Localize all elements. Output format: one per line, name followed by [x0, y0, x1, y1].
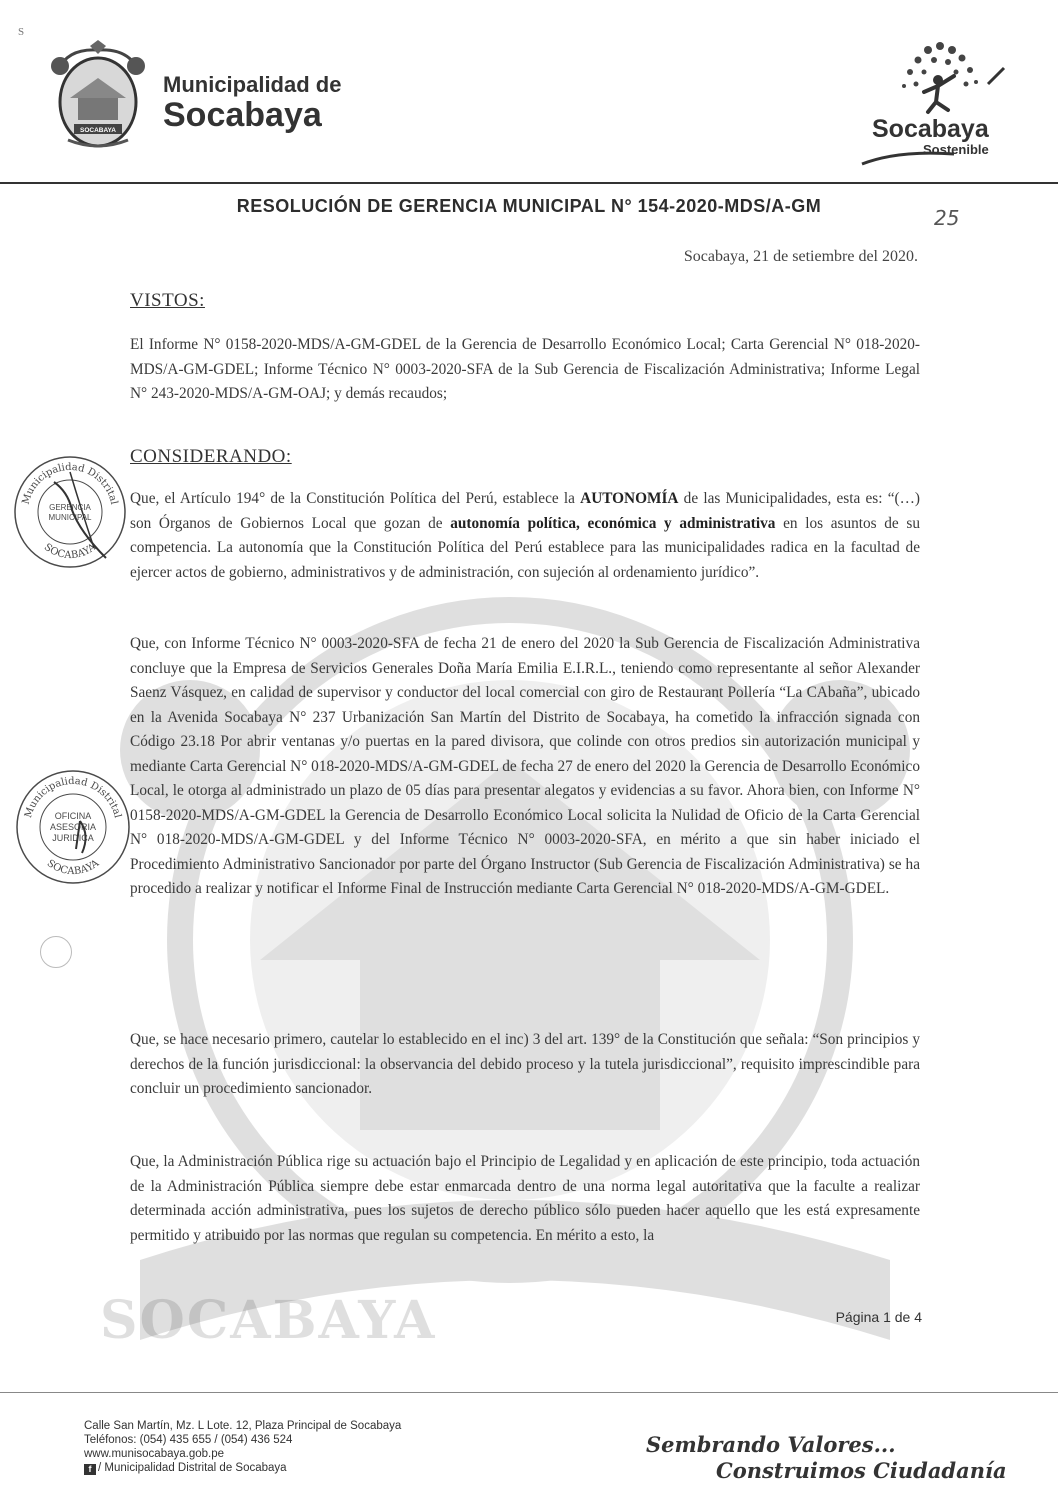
p1-text-1: Que, el Artículo 194° de la Constitución Política del Perú, establece la	[130, 490, 581, 507]
page-number: Página 1 de 4	[835, 1309, 922, 1325]
seal-banner-text: SOCABAYA	[79, 127, 117, 134]
p1-text-3: en los asuntos de su competencia. La autonomía que la Constitución Política del Perú establece para las municipalidades radica en la facultad de ejercer actos de gobierno, administrativos y de administración, con sujeción al ordenamiento jurídico”.	[130, 514, 921, 581]
watermark-text: SOCABAYA	[100, 1290, 437, 1351]
brand-tagline: Sostenible	[923, 142, 989, 157]
corner-mark: S	[18, 26, 25, 38]
resolution-title: RESOLUCIÓN DE GERENCIA MUNICIPAL N° 154-2020-MDS/A-GM	[236, 196, 822, 216]
brand-name: Socabaya	[872, 115, 989, 143]
slogan-line1: Sembrando Valores...	[646, 1432, 896, 1457]
stamp1-line2: MUNICIPAL	[48, 513, 92, 522]
vistos-heading: VISTOS:	[130, 290, 205, 311]
footer-divider	[0, 1392, 1058, 1393]
stamp1-line1: GERENCIA	[49, 503, 91, 512]
considerando-heading: CONSIDERANDO:	[130, 446, 292, 467]
footer-website: www.munisocabaya.gob.pe	[84, 1448, 224, 1460]
header-divider	[0, 182, 1058, 184]
footer-facebook-row	[84, 1461, 401, 1475]
stamp2-line1: OFICINA	[54, 811, 92, 821]
footer-facebook: / Municipalidad Distrital de Socabaya	[98, 1462, 287, 1474]
municipality-name	[163, 74, 341, 132]
considerando-paragraph-1	[130, 487, 920, 585]
date-line: Socabaya, 21 de setiembre del 2020.	[683, 248, 918, 265]
asesoria-juridica-stamp	[10, 765, 135, 890]
punch-hole	[40, 936, 72, 968]
facebook-icon: f	[84, 1464, 96, 1475]
municipality-name-line1: Municipalidad de	[163, 72, 342, 97]
stamp1-arc-bottom: SOCABAYA	[41, 541, 99, 562]
considerando-paragraph-4: Que, la Administración Pública rige su actuación bajo el Principio de Legalidad y en aplicación de este principio, toda actuación de la Administración Pública siempre debe estar enmarcada dentro de una norma legal autoritativa que la faculte a realizar determinada acción administrativa, pues los sujetos de derecho público sólo pueden hacer aquello que les está expresamente permitido y atribuido por las normas que regulan su competencia. En mérito a esto, la	[130, 1153, 920, 1244]
p1-bold-autonomia-politica: autonomía política, económica y administrativa	[450, 514, 776, 532]
p1-text-2: de las Municipalidades, esta es: “(…) son Órganos de Gobiernos Local que gozan de	[130, 490, 920, 532]
brand-text	[872, 115, 989, 157]
footer-phones: Teléfonos: (054) 435 655 / (054) 436 524	[84, 1434, 293, 1446]
stamp2-line3: JURIDICA	[52, 833, 94, 843]
handwritten-folio-number: 25	[934, 206, 960, 230]
stamp2-line2: ASESORIA	[49, 822, 97, 832]
considerando-paragraph-3: Que, se hace necesario primero, cautelar lo establecido en el inc) 3 del art. 139° de la Constitución que señala: “Son principios y derechos de la función jurisdiccional: la observancia del debido proceso y la tutela jurisdiccional”, requisito imprescindible para concluir un procedimiento sancionador.	[130, 1031, 920, 1097]
gerencia-municipal-stamp	[10, 452, 130, 572]
footer-address: Calle San Martín, Mz. L Lote. 12, Plaza Principal de Socabaya	[84, 1420, 402, 1432]
vistos-text: El Informe N° 0158-2020-MDS/A-GM-GDEL de la Gerencia de Desarrollo Económico Local; Carta Gerencial N° 018-2020-MDS/A-GM-GDEL; Informe Técnico N° 0003-2020-SFA de la Sub Gerencia de Fiscalización Administrativa; Informe Legal N° 243-2020-MDS/A-GM-OAJ; y demás recaudos;	[130, 336, 920, 402]
municipality-name-line2: Socabaya	[163, 96, 322, 134]
stamp2-arc-bottom: SOCABAYA	[44, 857, 102, 878]
slogan-line2: Construimos Ciudadanía	[716, 1458, 1007, 1483]
municipal-seal-logo	[48, 40, 148, 152]
stamp2-arc-top: Municipalidad Distrital	[22, 775, 123, 820]
p1-bold-autonomia: AUTONOMÍA	[580, 490, 679, 507]
footer-contact-info	[84, 1419, 401, 1475]
considerando-paragraph-2: Que, con Informe Técnico N° 0003-2020-SFA de fecha 21 de enero del 2020 la Sub Gerencia de Fiscalización Administrativa concluye que la Empresa de Servicios Generales Doña María Emilia E.I.R.L., teniendo como representante al señor Alexander Saenz Vásquez, en calidad de supervisor y conductor del local comercial con giro de Restaurant Pollería “La CAbaña”, ubicado en la Avenida Socabaya N° 237 Urbanización San Martín del Distrito de Socabaya, ha cometido la infracción signada con Código 23.18 Por abrir ventanas y/o puertas en la pared divisora, que colinde con otros predios sin autorización municipal y mediante Carta Gerencial N° 018-2020-MDS/A-GM-GDEL de fecha 27 de enero del 2020 la Gerencia de Desarrollo Económico Local, le otorga al administrado un plazo de 05 días para presentar alegatos y evidencias a su favor. Ahora bien, con Informe N° 0158-2020-MDS/A-GM-GDEL la Gerencia de Desarrollo Económico Local solicita la Nulidad de Oficio de la Carta Gerencial N° 018-2020-MDS/A-GM-GDEL y del Informe Técnico N° 0003-2020-SFA, en mérito a que sin haber iniciado el Procedimiento Administrativo Sancionador por parte del Órgano Instructor (Sub Gerencia de Fiscalización Administrativa) se ha procedido a realizar y notificar el Informe Final de Instrucción mediante Carta Gerencial N° 018-2020-MDS/A-GM-GDEL.	[130, 635, 920, 897]
stamp1-arc-top: Municipalidad Distrital	[20, 461, 120, 506]
